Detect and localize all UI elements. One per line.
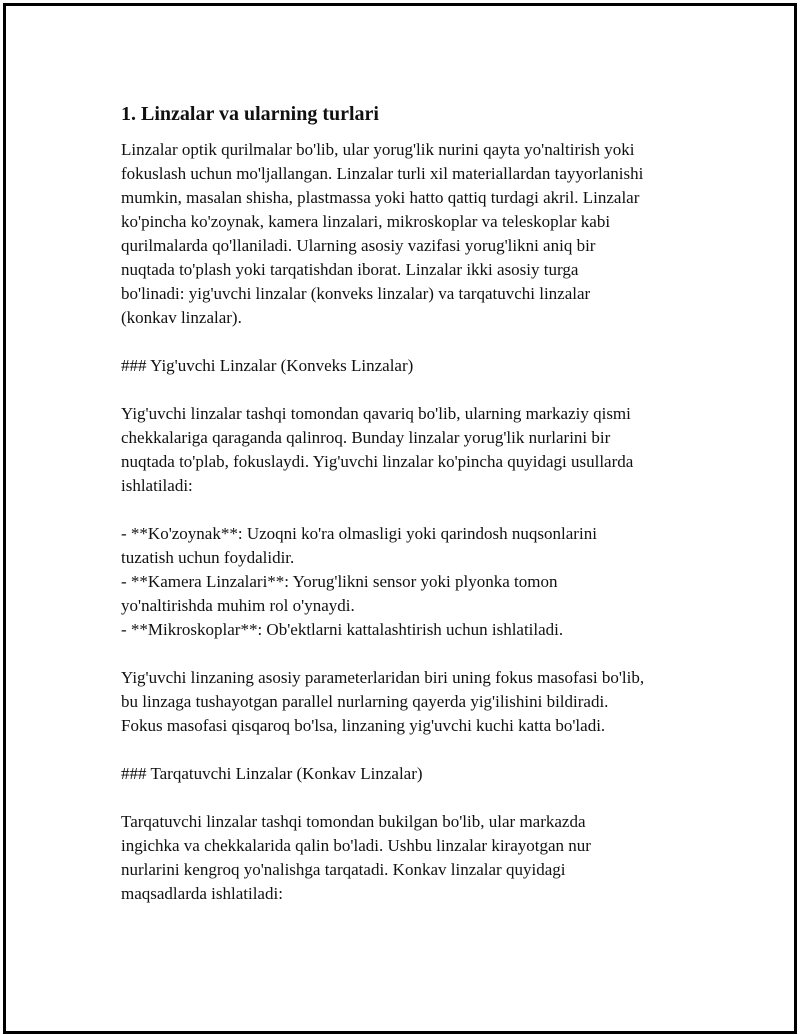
paragraph-spacer	[121, 378, 701, 402]
paragraph-spacer	[121, 330, 701, 354]
concave-lens-heading: ### Tarqatuvchi Linzalar (Konkav Linzalar)	[121, 764, 423, 783]
paragraph-spacer	[121, 738, 701, 762]
document-body	[121, 100, 701, 906]
paragraph-spacer	[121, 498, 701, 522]
section-title: 1. Linzalar va ularning turlari	[121, 103, 379, 125]
intro-paragraph: Linzalar optik qurilmalar bo'lib, ular yorug'lik nurini qayta yo'naltirish yoki fokuslash uchun mo'ljallangan. Linzalar turli xil materiallardan tayyorlanishi mumkin, masalan shisha, plastmassa yoki hatto qattiq turdagi akril. Linzalar ko'pincha ko'zoynak, kamera linzalari, mikroskoplar va teleskoplar kabi qurilmalarda qo'llaniladi. Ularning asosiy vazifasi yorug'likni aniq bir nuqtada to'plash yoki tarqatishdan iborat. Linzalar ikki asosiy turga bo'linadi: yig'uvchi linzalar (konveks linzalar) va tarqatuvchi linzalar (konkav linzalar).	[121, 140, 644, 327]
paragraph-spacer	[121, 642, 701, 666]
convex-lens-paragraph: Yig'uvchi linzalar tashqi tomondan qavariq bo'lib, ularning markaziy qismi chekkalariga qaraganda qalinroq. Bunday linzalar yorug'lik nurlarini bir nuqtada to'plab, fokuslaydi. Yig'uvchi linzalar ko'pincha quyidagi usullarda ishlatiladi:	[121, 404, 634, 495]
convex-uses-list: - **Ko'zoynak**: Uzoqni ko'ra olmasligi yoki qarindosh nuqsonlarini tuzatish uchun foydalidir. - **Kamera Linzalari**: Yorug'likni sensor yoki plyonka tomon yo'naltirishda muhim rol o'ynaydi. - **Mikroskoplar**: Ob'ektlarni kattalashtirish uchun ishlatiladi.	[121, 524, 597, 639]
paragraph-spacer	[121, 786, 701, 810]
document-page	[3, 3, 797, 1034]
concave-lens-paragraph: Tarqatuvchi linzalar tashqi tomondan bukilgan bo'lib, ular markazda ingichka va chekkalarida qalin bo'ladi. Ushbu linzalar kirayotgan nur nurlarini kengroq yo'nalishga tarqatadi. Konkav linzalar quyidagi maqsadlarda ishlatiladi:	[121, 812, 591, 903]
focal-length-paragraph: Yig'uvchi linzaning asosiy parameterlaridan biri uning fokus masofasi bo'lib, bu linzaga tushayotgan parallel nurlarning qayerda yig'ilishini bildiradi. Fokus masofasi qisqaroq bo'lsa, linzaning yig'uvchi kuchi katta bo'ladi.	[121, 668, 645, 735]
convex-lens-heading: ### Yig'uvchi Linzalar (Konveks Linzalar)	[121, 356, 414, 375]
